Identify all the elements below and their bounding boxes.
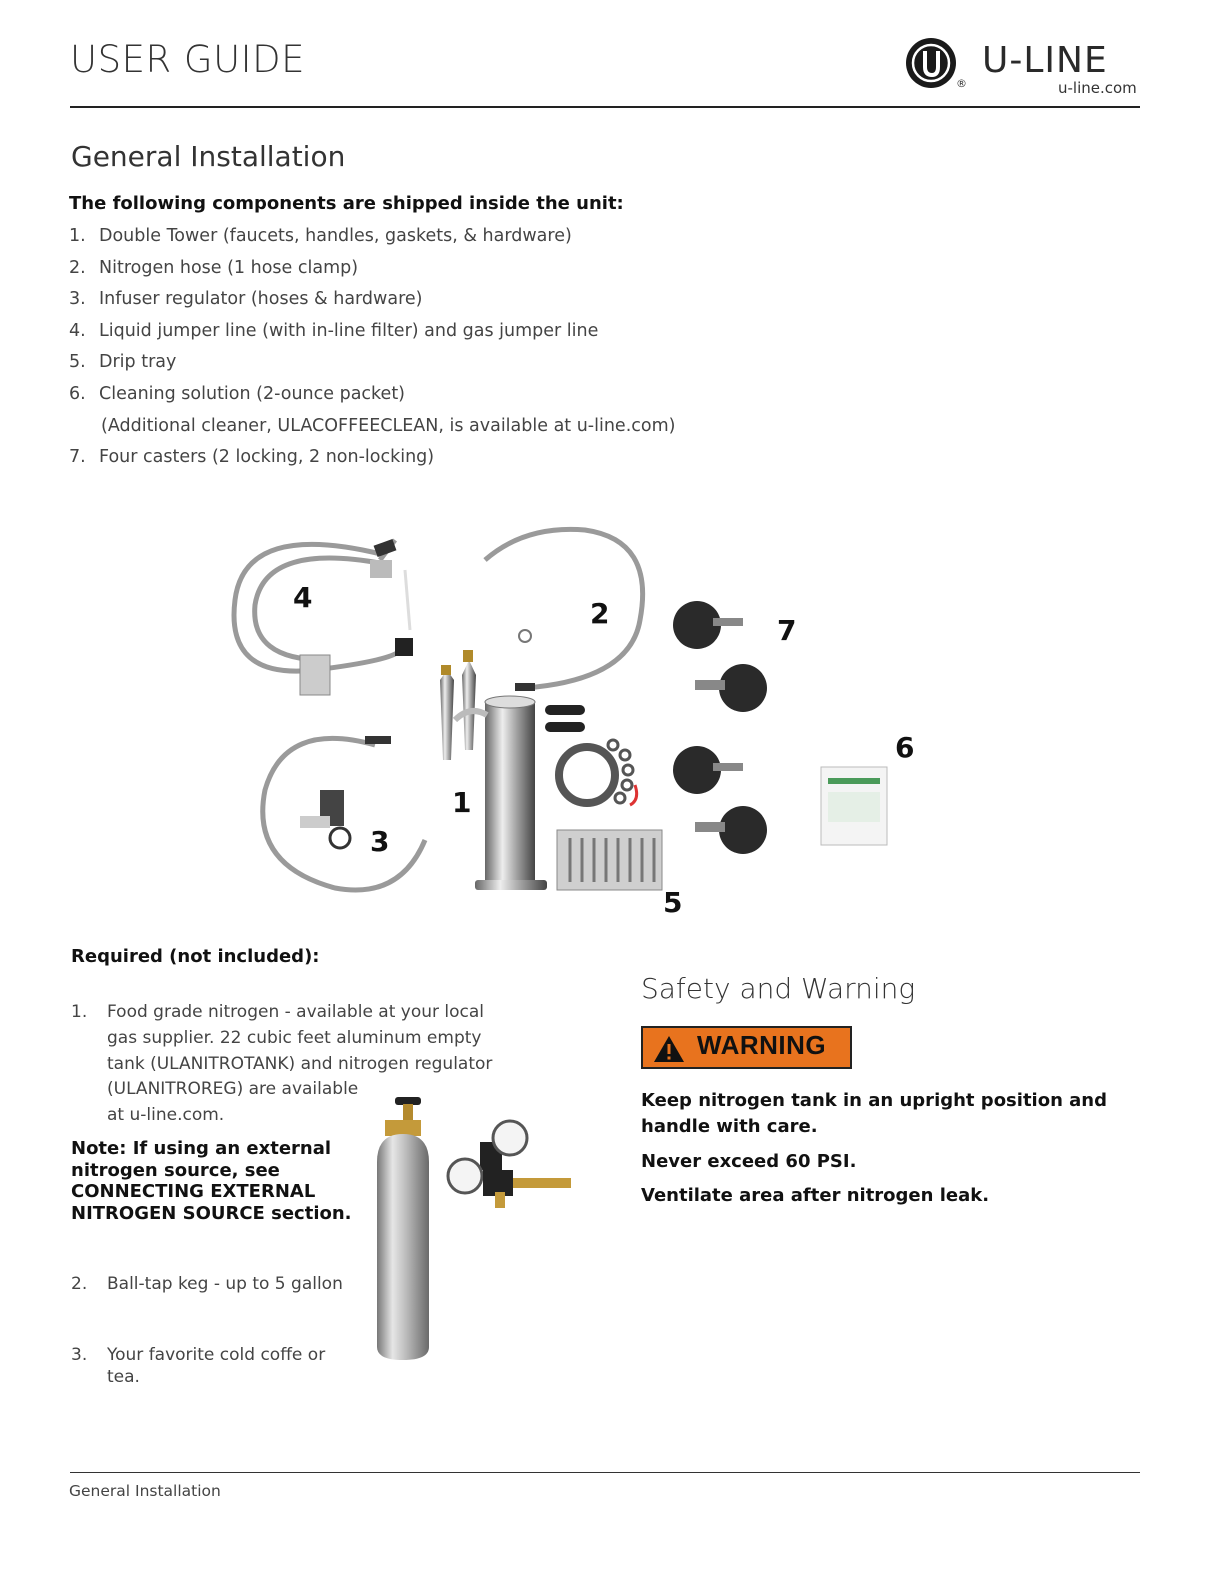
callout-6: 6 bbox=[895, 731, 915, 764]
footer-divider bbox=[70, 1472, 1140, 1473]
casters-image bbox=[673, 601, 767, 854]
list-item: 7. Four casters (2 locking, 2 non-locking) bbox=[69, 447, 435, 468]
header-divider bbox=[70, 106, 1140, 108]
callout-1: 1 bbox=[452, 786, 472, 819]
list-item: 5. Drip tray bbox=[69, 352, 177, 373]
callout-5: 5 bbox=[663, 886, 683, 915]
list-item: 2. Nitrogen hose (1 hose clamp) bbox=[69, 257, 359, 278]
safety-title: Safety and Warning bbox=[641, 972, 916, 1005]
list-item: 4. Liquid jumper line (with in-line filter) and gas jumper line bbox=[69, 320, 599, 341]
list-item-note: (Additional cleaner, ULACOFFEECLEAN, is available at u-line.com) bbox=[101, 415, 676, 436]
components-lead: The following components are shipped inside the unit: bbox=[69, 193, 624, 214]
safety-line-2: handle with care. bbox=[641, 1116, 818, 1137]
external-nitrogen-note: Note: If using an external nitrogen source, see CONNECTING EXTERNAL NITROGEN SOURCE section. bbox=[71, 1138, 352, 1224]
required-item-1: 1. Food grade nitrogen - available at your local gas supplier. 22 cubic feet aluminum empty tank (ULANITROTANK) and nitrogen regulator (ULANITROREG) are available at u-line.com. bbox=[71, 1002, 493, 1126]
required-title: Required (not included): bbox=[71, 946, 320, 967]
required-item-3: 3. Your favorite cold coffe or tea. bbox=[71, 1345, 326, 1387]
callout-7: 7 bbox=[777, 614, 797, 647]
components-list bbox=[69, 224, 675, 477]
safety-line-3: Never exceed 60 PSI. bbox=[641, 1151, 857, 1172]
components-photo bbox=[225, 520, 925, 915]
callout-4: 4 bbox=[293, 581, 313, 614]
brand-name: U-LINE bbox=[982, 40, 1108, 81]
section-title: General Installation bbox=[71, 140, 346, 173]
list-item: 1. Double Tower (faucets, handles, gaskets, & hardware) bbox=[69, 226, 572, 246]
callout-2: 2 bbox=[590, 597, 610, 630]
registered-mark: ® bbox=[956, 77, 967, 90]
jumper-lines-image bbox=[234, 540, 410, 671]
list-item: 6. Cleaning solution (2-ounce packet) bbox=[69, 383, 406, 404]
safety-line-4: Ventilate area after nitrogen leak. bbox=[641, 1185, 990, 1206]
callout-3: 3 bbox=[370, 825, 390, 858]
safety-line-1: Keep nitrogen tank in an upright position and bbox=[641, 1090, 1108, 1111]
brand-url[interactable]: u-line.com bbox=[1058, 79, 1137, 97]
footer-section-label: General Installation bbox=[69, 1482, 221, 1500]
required-item-2: 2. Ball-tap keg - up to 5 gallon bbox=[71, 1274, 343, 1294]
document-title: USER GUIDE bbox=[70, 38, 305, 81]
list-item: 3. Infuser regulator (hoses & hardware) bbox=[69, 289, 423, 310]
warning-label: WARNING bbox=[697, 1030, 827, 1060]
nitrogen-tank-photo bbox=[355, 1092, 590, 1367]
warning-triangle-icon bbox=[652, 1034, 686, 1064]
